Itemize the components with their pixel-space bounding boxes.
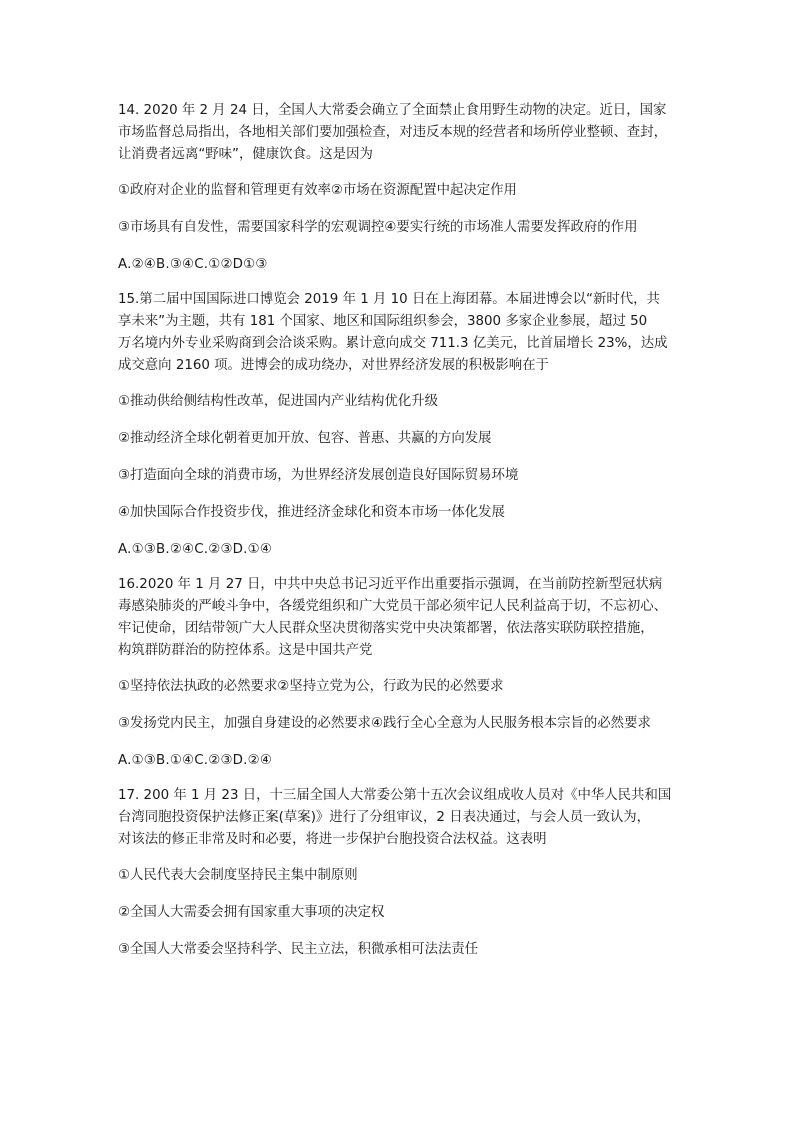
stem-line: 市场监督总局指出，各地相关部们要加强检查，对违反本规的经营者和场所停业整顿、查封， (118, 125, 668, 140)
stem-line: 构筑群防群治的防控体系。这是中国共产党 (118, 643, 373, 658)
question-14 (118, 100, 678, 276)
stem-line: 17. 200 年 1 月 23 日，十三届全国人大常委公第十五次会议组成收人员对《中华人民共和国 (118, 788, 672, 803)
option-line: ③打造面向全球的消费市场，为世界经济发展创造良好国际贸易环境 (118, 468, 519, 483)
option-line: ①政府对企业的监督和管理更有效率②市场在资源配置中起决定作用 (118, 183, 517, 198)
option-line: ②推动经济全球化朝着更加开放、包容、普惠、共赢的方向发展 (118, 431, 492, 446)
stem-line: 成交意向 2160 项。进博会的成功绕办，对世界经济发展的积极影响在于 (118, 358, 549, 373)
answer-choices: A.②④B.③④C.①②D①③ (118, 257, 268, 272)
stem-line: 牢记使命，团结带领广大人民群众坚决贯彻落实党中央决策都署，依法落实联防联控措施， (118, 621, 654, 636)
document-page (118, 100, 678, 976)
stem-line: 台湾同胞投资保护法修正案(草案)》进行了分组审议，2 日表决通过，与会人员一致认为， (118, 810, 651, 825)
option-line: ①坚持依法执政的必然要求②坚持立党为公，行政为民的必然要求 (118, 679, 504, 694)
stem-line: 让消费者远离“野味”，健康饮食。这是因为 (118, 147, 373, 162)
answer-choices: A.①③B.②④C.②③D.①④ (118, 542, 273, 557)
stem-line: 14. 2020 年 2 月 24 日，全国人大常委会确立了全面禁止食用野生动物的决定。近日，国家 (118, 103, 667, 118)
question-17 (118, 785, 678, 961)
stem-line: 毒感染肺炎的严峻斗争中，各缓党组织和广大党员干部必须牢记人民利益高于切，不忘初心、 (118, 599, 668, 614)
stem-line: 万名境内外专业采购商到会洽谈采购。累计意向成交 711.3 亿美元，比首届增长 23%，达成 (118, 336, 668, 351)
stem-line: 15.第二届中国国际进口博览会 2019 年 1 月 10 日在上海团幕。本届进博会以“新时代，共 (118, 292, 660, 307)
option-line: ①人民代表大会制度坚持民主集中制原则 (118, 868, 358, 883)
question-15 (118, 289, 678, 561)
question-stem (118, 100, 678, 166)
option-line: ③市场具有自发性，需要国家科学的宏观调控④要实行统的市场准人需要发挥政府的作用 (118, 220, 638, 235)
answer-choices: A.①③B.①④C.②③D.②④ (118, 753, 273, 768)
question-stem (118, 785, 678, 851)
question-stem (118, 574, 678, 662)
option-line: ②全国人大需委会拥有国家重大事项的决定权 (118, 905, 385, 920)
stem-line: 16.2020 年 1 月 27 日，中共中央总书记习近平作出重要指示强调，在当前防控新型冠状病 (118, 577, 663, 592)
option-line: ③全国人大常委会坚持科学、民主立法，积微承相可法法责任 (118, 942, 479, 957)
question-stem (118, 289, 678, 377)
option-line: ④加快国际合作投资步伐，推进经济金球化和资本市场一体化发展 (118, 505, 505, 520)
option-line: ③发扬党内民主，加强自身建设的必然要求④践行全心全意为人民服务根本宗旨的必然要求 (118, 716, 651, 731)
question-16 (118, 574, 678, 772)
stem-line: 对该法的修正非常及时和必要，将进一步保护台胞投资合法权益。这表明 (118, 832, 547, 847)
option-line: ①推动供给侧结构性改革，促进国内产业结构优化升级 (118, 394, 438, 409)
stem-line: 享未来”为主题，共有 181 个国家、地区和国际组织参会，3800 多家企业参展，超过 50 (118, 314, 648, 329)
